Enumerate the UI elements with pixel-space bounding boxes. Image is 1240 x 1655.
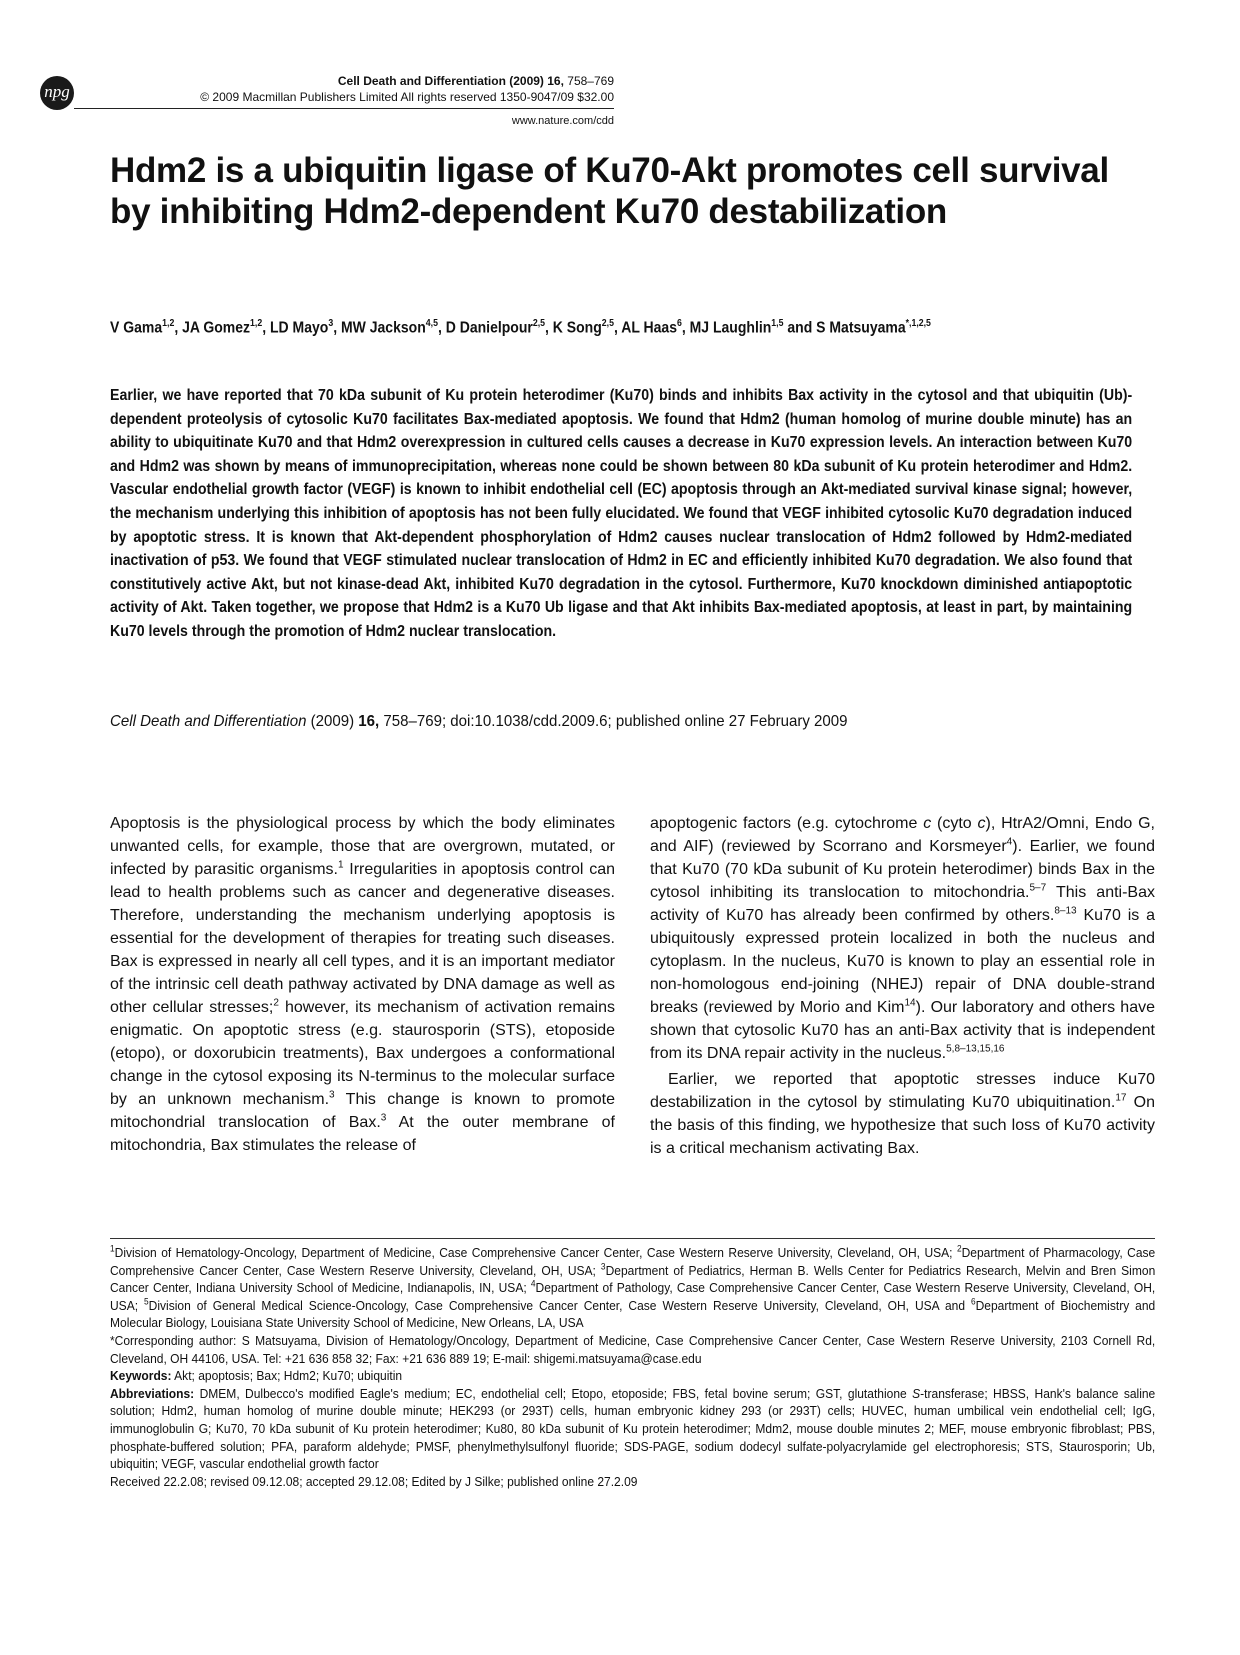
journal-line — [100, 74, 614, 89]
body-text: apoptogenic factors (e.g. cytochrome — [650, 815, 924, 832]
affiliation-number: 5 — [144, 1296, 149, 1307]
author-affiliation: 2,5 — [601, 318, 614, 329]
keywords-label: Keywords: — [110, 1368, 172, 1384]
affiliation-number: 3 — [600, 1261, 606, 1272]
citation-year: (2009) — [306, 713, 359, 730]
reference-marker[interactable]: 3 — [380, 1112, 387, 1124]
body-text: c — [977, 815, 986, 832]
author-affiliation: 1,2 — [250, 318, 263, 329]
reference-marker[interactable]: 8–13 — [1054, 905, 1077, 917]
body-text: ). Earlier, we found that Ku70 (70 kDa subunit of Ku protein heterodimer) binds Bax in the cytosol inhibiting its translocation to mitochondria. — [650, 838, 1155, 901]
abstract: Earlier, we have reported that 70 kDa subunit of Ku protein heterodimer (Ku70) binds and inhibits Bax activity in the cytosol and that ubiquitin (Ub)-dependent proteolysis of cytosolic Ku70 facilitates Bax-mediated apoptosis. We found that Hdm2 (human homolog of murine double minute) has an ability to ubiquitinate Ku70 and that Hdm2 overexpression in cultured cells causes a decrease in Ku70 expression levels. An interaction between Ku70 and Hdm2 was shown by means of immunoprecipitation, whereas none could be shown between 80 kDa subunit of Ku protein heterodimer and Hdm2. Vascular endothelial growth factor (VEGF) is known to inhibit endothelial cell (EC) apoptosis through an Akt-mediated survival kinase signal; however, the mechanism underlying this inhibition of apoptosis has not been fully elucidated. We found that VEGF inhibited cytosolic Ku70 degradation induced by apoptotic stress. It is known that Akt-dependent phosphorylation of Hdm2 causes nuclear translocation of Hdm2 followed by Hdm2-mediated inactivation of p53. We found that VEGF stimulated nuclear translocation of Hdm2 in EC and efficiently inhibited Ku70 degradation. We also found that constitutively active Akt, but not kinase-dead Akt, inhibited Ku70 degradation in the cytosol. Furthermore, Ku70 knockdown diminished antiapoptotic activity of Akt. Taken together, we propose that Hdm2 is a Ku70 Ub ligase and that Akt inhibits Bax-mediated apoptosis, at least in part, by maintaining Ku70 levels through the promotion of Hdm2 nuclear translocation. — [110, 387, 1133, 640]
author: LD Mayo — [269, 319, 329, 337]
reference-marker[interactable]: 2 — [273, 997, 279, 1009]
body-column-left — [110, 812, 615, 1157]
copyright-line: © 2009 Macmillan Publishers Limited All rights reserved 1350-9047/09 $32.00 — [200, 90, 614, 104]
citation-volume: 16, — [358, 713, 380, 730]
journal-pages: 758–769 — [563, 74, 614, 88]
affiliation: Division of General Medical Science-Oncology, Case Comprehensive Cancer Center, Case Western Reserve University, Cleveland, OH, USA and — [148, 1297, 971, 1313]
article-title: Hdm2 is a ubiquitin ligase of Ku70-Akt promotes cell survival by inhibiting Hdm2-dependent Ku70 destabilization — [110, 151, 1109, 231]
body-text: Ku70 is a ubiquitously expressed protein localized in both the nucleus and cytoplasm. In the nucleus, Ku70 is known to play an essential role in non-homologous end-joining (NHEJ) repair of DNA double-strand breaks (reviewed by Morio and Kim — [650, 907, 1156, 1016]
body-text: Earlier, we reported that apoptotic stresses induce Ku70 destabilization in the cytosol by stimulating Ku70 ubiquitination. — [650, 1071, 1155, 1111]
affiliation: Department of Pathology, Case Comprehensive Cancer Center, Case Western Reserve University, Cleveland, OH, USA; — [110, 1280, 1156, 1313]
author: V Gama — [110, 319, 163, 337]
journal-name: Cell Death and Differentiation (2009) 16, — [337, 74, 564, 88]
author: K Song — [552, 319, 602, 337]
reference-marker[interactable]: 5–7 — [1029, 882, 1047, 894]
reference-marker[interactable]: 5,8–13,15,16 — [946, 1043, 1005, 1055]
body-text: ), HtrA2/Omni, Endo G, and AIF) (reviewed by Scorrano and Korsmeyer — [650, 815, 1155, 855]
paragraph-2 — [650, 1068, 1155, 1160]
journal-url[interactable]: www.nature.com/cdd — [511, 115, 614, 127]
affiliation-number: 2 — [956, 1243, 962, 1254]
body-text: This change is known to promote mitochondrial translocation of Bax. — [110, 1091, 615, 1131]
affiliation-number: 4 — [530, 1278, 536, 1289]
author: JA Gomez — [182, 319, 251, 337]
reference-marker[interactable]: 17 — [1115, 1092, 1127, 1104]
affiliation: Department of Pharmacology, Case Comprehensive Cancer Center, Case Western Reserve University, Cleveland, OH, USA; — [110, 1245, 1156, 1278]
footnote-divider — [110, 1238, 1155, 1239]
affiliation: Division of Hematology-Oncology, Department of Medicine, Case Comprehensive Cancer Center, Case Western Reserve University, Cleveland, OH, USA; — [114, 1245, 957, 1260]
body-text: ). Our laboratory and others have shown that cytosolic Ku70 has an anti-Bax activity that is independent from its DNA repair activity in the nucleus. — [650, 999, 1155, 1062]
affiliation-number: 6 — [970, 1296, 976, 1307]
abbreviations-label: Abbreviations: — [110, 1385, 195, 1401]
affiliation-number: 1 — [110, 1243, 115, 1254]
citation-journal: Cell Death and Differentiation — [110, 713, 307, 730]
author: MW Jackson — [340, 319, 426, 337]
affiliations — [110, 1244, 1155, 1332]
abbreviations — [110, 1385, 1155, 1473]
author: AL Haas — [621, 319, 677, 337]
author-affiliation: 3 — [328, 318, 334, 329]
keywords — [110, 1367, 1155, 1385]
abbreviations-text: -transferase; HBSS, Hank's balance saline solution; Hdm2, human homolog of murine double minute; HEK293 (or 293T) cells, human embryonic kidney 293 (or 293T) cells; HUVEC, human umbilical vein endothelial cell; IgG, immunoglobulin G; Ku70, 70 kDa subunit of Ku protein heterodimer; Ku80, 80 kDa subunit of Ku protein heterodimer; Mdm2, mouse double minutes 2; MEF, mouse embryonic fibroblast; PBS, phosphate-buffered solution; PFA, paraform aldehyde; PMSF, phenylmethylsulfonyl fluoride; SDS-PAGE, sodium dodecyl sulfate-polyacrylamide gel electrophoresis; STS, Staurosporin; Ub, ubiquitin; VEGF, vascular endothelial growth factor — [110, 1385, 1156, 1472]
body-text: however, its mechanism of activation remains enigmatic. On apoptotic stress (e.g. staurosporin (STS), etoposide (etopo), or doxorubicin treatments), Bax undergoes a conformational change in the cytosol exposing its N-terminus to the molecular surface by an unknown mechanism. — [110, 999, 616, 1108]
author-affiliation: 2,5 — [532, 318, 546, 329]
abbreviations-text: DMEM, Dulbecco's modified Eagle's medium; EC, endothelial cell; Etopo, etoposide; FBS, fetal bovine serum; GST, glutathione — [194, 1385, 913, 1401]
reference-marker[interactable]: 14 — [904, 997, 916, 1009]
publisher-logo: npg — [40, 76, 74, 110]
body-text: c — [923, 815, 932, 832]
header-divider — [74, 108, 614, 109]
citation-line — [110, 711, 1050, 733]
body-text: (cyto — [931, 815, 978, 832]
corresponding-author: *Corresponding author: S Matsuyama, Division of Hematology/Oncology, Department of Medicine, Case Comprehensive Cancer Center, Case Western Reserve University, 2103 Cornell Rd, Cleveland, OH 44106, USA. Tel: +21 636 858 32; Fax: +21 636 889 19; E-mail: shigemi.matsuyama@case.edu — [110, 1332, 1156, 1366]
author-affiliation: 6 — [676, 318, 682, 329]
author: MJ Laughlin — [689, 319, 772, 337]
abbreviations-text: S — [912, 1385, 921, 1401]
footnotes — [110, 1244, 1155, 1490]
body-column-right — [650, 812, 1155, 1160]
body-text: At the outer membrane of mitochondria, Bax stimulates the release of — [110, 1114, 615, 1154]
author-affiliation: *,1,2,5 — [905, 318, 931, 329]
author-affiliation: 1,5 — [771, 318, 784, 329]
body-text: Apoptosis is the physiological process by which the body eliminates unwanted cells, for example, those that are overgrown, mutated, or infected by parasitic organisms. — [110, 815, 615, 878]
body-text: Irregularities in apoptosis control can lead to health problems such as cancer and degenerative diseases. Therefore, understanding the mechanism underlying apoptosis is essential for the development of therapies for treating such diseases. Bax is expressed in nearly all cell types, and it is an important mediator of the intrinsic cell death pathway activated by DNA damage as well as other cellular stresses; — [110, 861, 615, 1016]
author-affiliation: 4,5 — [425, 318, 438, 329]
citation-details: 758–769; doi:10.1038/cdd.2009.6; published online 27 February 2009 — [379, 713, 848, 730]
received-dates: Received 22.2.08; revised 09.12.08; accepted 29.12.08; Edited by J Silke; published online 27.2.09 — [110, 1473, 638, 1489]
affiliation: Department of Biochemistry and Molecular Biology, Louisiana State University School of Medicine, New Orleans, LA, USA — [110, 1297, 1156, 1331]
author: D Danielpour — [445, 319, 533, 337]
author-affiliation: 1,2 — [162, 318, 175, 329]
keywords-list: Akt; apoptosis; Bax; Hdm2; Ku70; ubiquitin — [171, 1368, 403, 1384]
reference-marker[interactable]: 4 — [1006, 836, 1013, 848]
body-text: This anti-Bax activity of Ku70 has already been confirmed by others. — [650, 884, 1155, 924]
author: S Matsuyama — [816, 319, 906, 337]
author-list: V Gama$^{1,2}$, JA Gomez$^{1,2}$, LD Mayo$^3$, MW Jackson$^{4,5}$, D Danielpour$^{2,5}$, K Song$^{2,5}$, AL Haas$^6$, MJ Laughlin$^{1,5}$ and S Matsuyama$^{*,1,2,5}$ — [110, 318, 931, 337]
reference-marker[interactable]: 3 — [329, 1089, 335, 1101]
body-text: On the basis of this finding, we hypothesize that such loss of Ku70 activity is a critical mechanism activating Bax. — [650, 1094, 1155, 1157]
affiliation: Department of Pediatrics, Herman B. Wells Center for Pediatrics Research, Melvin and Bren Simon Cancer Center, Indiana University School of Medicine, Indianapolis, IN, USA; — [110, 1262, 1156, 1296]
reference-marker[interactable]: 1 — [337, 859, 344, 871]
